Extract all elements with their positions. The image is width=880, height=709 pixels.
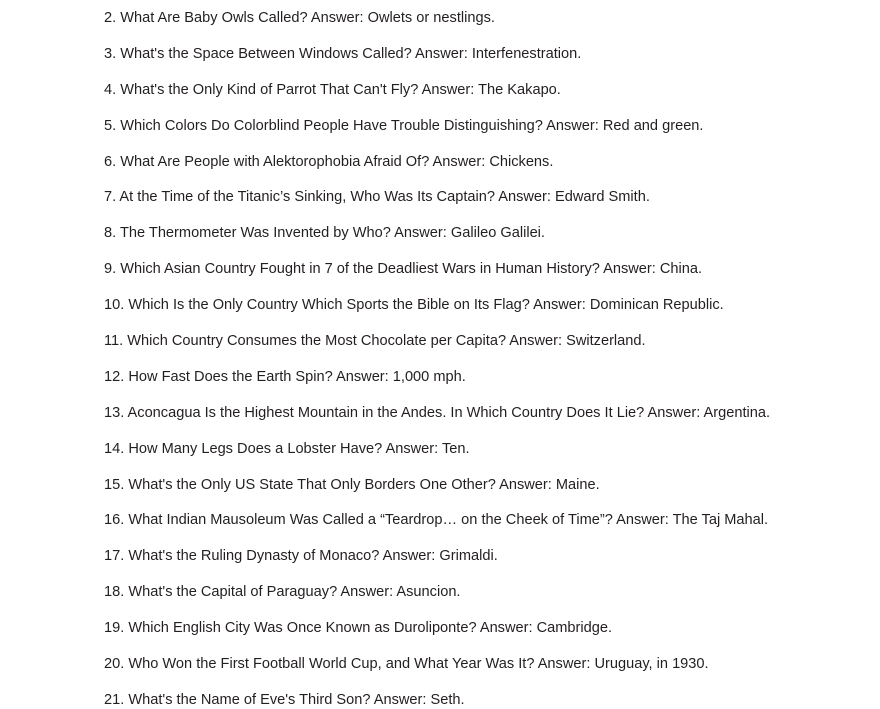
list-item: 11. Which Country Consumes the Most Chocolate per Capita? Answer: Switzerland.: [104, 333, 646, 350]
list-item: 20. Who Won the First Football World Cup, and What Year Was It? Answer: Uruguay, in 1930.: [104, 656, 709, 673]
list-item: 17. What's the Ruling Dynasty of Monaco? Answer: Grimaldi.: [104, 548, 498, 565]
list-item: 9. Which Asian Country Fought in 7 of the Deadliest Wars in Human History? Answer: China.: [104, 261, 703, 278]
list-item: 12. How Fast Does the Earth Spin? Answer: 1,000 mph.: [104, 368, 466, 385]
list-item: 4. What's the Only Kind of Parrot That Can't Fly? Answer: The Kakapo.: [104, 81, 561, 98]
list-item: 21. What's the Name of Eve's Third Son? Answer: Seth.: [104, 691, 465, 708]
list-item: 7. At the Time of the Titanic’s Sinking, Who Was Its Captain? Answer: Edward Smith.: [104, 189, 650, 206]
question-answer-list: [104, 10, 780, 709]
list-item: 18. What's the Capital of Paraguay? Answer: Asuncion.: [104, 584, 461, 601]
list-item: 15. What's the Only US State That Only Borders One Other? Answer: Maine.: [104, 476, 600, 493]
list-item: 3. What's the Space Between Windows Called? Answer: Interfenestration.: [104, 45, 582, 62]
list-item: 13. Aconcagua Is the Highest Mountain in the Andes. In Which Country Does It Lie? Answer: Argentina.: [104, 404, 771, 421]
list-item: 19. Which English City Was Once Known as Duroliponte? Answer: Cambridge.: [104, 620, 613, 637]
list-item: 8. The Thermometer Was Invented by Who? Answer: Galileo Galilei.: [104, 225, 545, 242]
list-item: 6. What Are People with Alektorophobia Afraid Of? Answer: Chickens.: [104, 153, 554, 170]
list-item: 10. Which Is the Only Country Which Sports the Bible on Its Flag? Answer: Dominican Republic.: [104, 297, 724, 314]
list-item: 16. What Indian Mausoleum Was Called a “Teardrop… on the Cheek of Time”? Answer: The Taj Mahal.: [104, 512, 769, 529]
list-item: 2. What Are Baby Owls Called? Answer: Owlets or nestlings.: [104, 10, 495, 26]
list-item: 14. How Many Legs Does a Lobster Have? Answer: Ten.: [104, 440, 470, 457]
list-item: 5. Which Colors Do Colorblind People Have Trouble Distinguishing? Answer: Red and green.: [104, 117, 704, 134]
